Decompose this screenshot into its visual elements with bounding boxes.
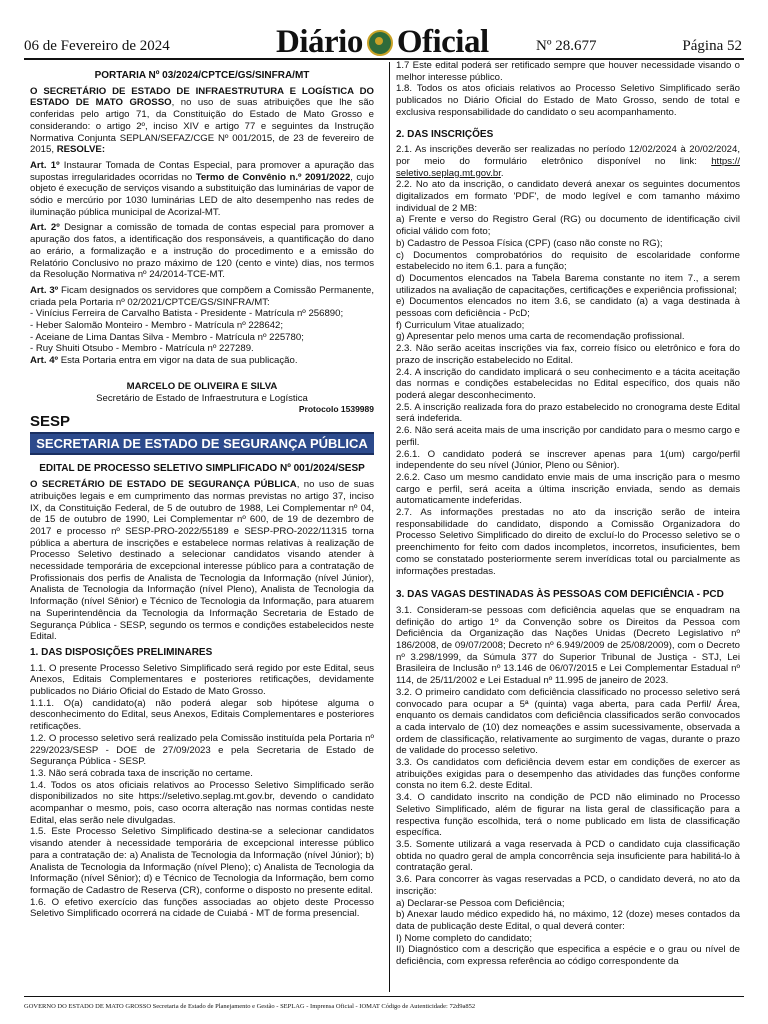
item-2-7: 2.7. As informações prestadas no ato da inscrição serão de inteira responsabilidade do candidato, dispondo a Comissão Organizadora do Processo Seletivo Simplificado do direito de excluí-lo do Processo seletivo se o preenchimento for feito com dados incompletos, incorretos, insuficientes, bem como se constatado posteriormente serem inverídicas total ou parcialmente as informações prestadas. bbox=[396, 507, 740, 577]
footer-text: GOVERNO DO ESTADO DE MATO GROSSO Secretaria de Estado de Planejamento e Gestão - SEPLAG - Imprensa Oficial - IOMAT Código de Autenticidade: 72d9a852 bbox=[24, 1003, 476, 1010]
art-2: Art. 2º Designar a comissão de tomada de contas especial para promover a apuração dos fatos, a identificação dos responsáveis, a quantificação do dano ao erário, a formalização e a instrução do procedimento e a emissão do Relatório Conclusivo no prazo máximo de 120 (cento e vinte) dias, nos termos da Resolução Normativa nº 24/2014-TCE-MT. bbox=[30, 222, 375, 281]
item-1-1: 1.1. O presente Processo Seletivo Simplificado será regido por este Edital, seus Anexos, Editais Complementares e posteriores retificações, devidamente publicados no Diário Oficial do Estado de Mato Grosso. bbox=[30, 662, 374, 698]
item-3-5: 3.5. Somente utilizará a vaga reservada à PCD o candidato cuja classificação obtida no quadro geral de ampla concorrência seja insuficiente para habilitá-lo à contratação geral. bbox=[396, 839, 740, 874]
item-3-2: 3.2. O primeiro candidato com deficiência classificado no processo seletivo será convocado para ocupar a 5ª (quinta) vaga aberta, para cada Perfil/ Área, enquanto os demais candidatos com deficiência classificados serão convocados a cada intervalo de (10) dez nomeações e assim sucessivamente, observada a ordem de classificação, relativamente ao surgimento de vagas, durante o prazo de validade do processo seletivo. bbox=[396, 686, 740, 757]
item-2-6-1: 2.6.1. O candidato poderá se inscrever apenas para 1(um) cargo/perfil independente do seu nível (Júnior, Pleno ou Sênior). bbox=[396, 448, 740, 472]
journal-title bbox=[276, 24, 489, 61]
title-part-1: Diário bbox=[276, 24, 363, 60]
section-3-heading: 3. DAS VAGAS DESTINADAS ÀS PESSOAS COM DEFICIÊNCIA - PCD bbox=[396, 589, 724, 601]
item-3-4: 3.4. O candidato inscrito na condição de PCD não eliminado no Processo Seletivo Simplificado, além de figurar na lista geral de classificação para a respectiva função escolhida, terá o nome publicado em lista de classificação específica. bbox=[396, 792, 740, 839]
title-part-2: Oficial bbox=[396, 24, 489, 60]
item-3-3: 3.3. Os candidatos com deficiência devem estar em condições de exercer as atribuições exigidas para o desempenho das atividades das funções conforme consta no item 6.2. deste Edital. bbox=[396, 757, 740, 792]
item-2-2-f: f) Curriculum Vitae atualizado; bbox=[396, 319, 525, 331]
signer-role: Secretário de Estado de Infraestrutura e Logística bbox=[96, 392, 308, 404]
footer-rule bbox=[24, 996, 744, 997]
item-1-8: 1.8. Todos os atos oficiais relativos ao Processo Seletivo Simplificado serão publicados no Diário Oficial do Estado de Mato Grosso, sendo de total e exclusiva responsabilidade do candidato o seu acompanhamento. bbox=[396, 83, 740, 118]
item-3-6-a: a) Declarar-se Pessoa com Deficiência; bbox=[396, 897, 565, 909]
right-column bbox=[396, 60, 740, 968]
item-2-6-2: 2.6.2. Caso um mesmo candidato envie mais de uma inscrição para o mesmo cargo e perfil, será aceita a última inscrição enviada, sendo as demais automaticamente indeferidas. bbox=[396, 471, 740, 507]
item-1-5: 1.5. Este Processo Seletivo Simplificado destina-se a selecionar candidatos visando atender à necessidade temporária de excepcional interesse público para a contratação de: a) Analista de Tecnologia da Informação (nível Júnior); b) Analista de Tecnologia da Informação (nível Pleno); c) Analista de Tecnologia da Informação (nível Sênior); d) e Técnico de Tecnologia da Informação, bem como formação de Cadastro de Reserva (CR), conforme o disposto no presente edital. bbox=[30, 826, 374, 896]
art-1: Art. 1º Instaurar Tomada de Contas Especial, para promover a apuração das supostas irregularidades ocorridas no Termo de Convênio n.º 2091/2022, cujo objeto é execução de serviços visando a substituição das luminárias de vapor de sódio e mercúrio por 1030 luminárias LED de alto desempenho nas redes de iluminação pública municipal de Acorizal-MT. bbox=[30, 159, 375, 218]
item-2-2-b: b) Cadastro de Pessoa Física (CPF) (caso não conste no RG); bbox=[396, 237, 663, 249]
inscricao-link[interactable]: https:// seletivo.seplag.mt.gov.br bbox=[396, 155, 740, 179]
item-2-6: 2.6. Não será aceita mais de uma inscrição por candidato para o mesmo cargo e perfil. bbox=[396, 425, 740, 448]
item-1-1-1: 1.1.1. O(a) candidato(a) não poderá alegar sob hipótese alguma o desconhecimento do Edital, seus Anexos, Editais Complementares e posteriores retificações. bbox=[30, 697, 374, 733]
member-2: - Heber Salomão Monteiro - Membro - Matrícula nº 228642; bbox=[30, 320, 284, 332]
art-4: Art. 4º Esta Portaria entra em vigor na data de sua publicação. bbox=[30, 355, 298, 367]
item-3-1: 3.1. Consideram-se pessoas com deficiência aquelas que se enquadram na definição do artigo 1º da Convenção sobre os Direitos da Pessoa com Deficiência da Organização das Nações Unidas (Decreto Legislativo nº 186/2008, de 09/07/2008; Decreto nº 6.949/2009 de 25/08/2009), com o Decreto nº 3.298/1999, da Súmula 377 do Superior Tribunal de Justiça - STJ, Lei Brasileira de Inclusão nº 13.146 de 06/07/2015 e Lei Complementar Estadual nº 114, de 25/11/2002 e Lei Estadual nº 11.995 de janeiro de 2023. bbox=[396, 604, 740, 687]
item-1-2: 1.2. O processo seletivo será realizado pela Comissão instituída pela Portaria nº 229/2023/SESP - DOE de 27/09/2023 e pela Secretaria de Estado de Segurança Pública - SESP. bbox=[30, 732, 374, 768]
member-3: - Aceiane de Lima Dantas Silva - Membro - Matrícula nº 225780; bbox=[30, 331, 304, 343]
section-2-heading: 2. DAS INSCRIÇÕES bbox=[396, 128, 494, 140]
item-2-2-e: e) Documentos elencados no item 3.6, se candidato (a) a vaga destinada à pessoas com deficiência - PcD; bbox=[396, 296, 740, 320]
left-column bbox=[30, 70, 374, 920]
issue-date: 06 de Fevereiro de 2024 bbox=[24, 38, 170, 54]
item-2-2-g: g) Apresentar pelo menos uma carta de recomendação profissional. bbox=[396, 331, 685, 343]
signer-name: MARCELO DE OLIVEIRA E SILVA bbox=[126, 380, 278, 392]
item-3-6-i: I) Nome completo do candidato; bbox=[396, 932, 532, 944]
section-1-heading: 1. DAS DISPOSIÇÕES PRELIMINARES bbox=[30, 646, 213, 658]
item-2-3: 2.3. Não serão aceitas inscrições via fax, correio físico ou eletrônico e fora do prazo de inscrição estabelecido no Edital. bbox=[396, 343, 740, 366]
masthead bbox=[24, 24, 744, 60]
item-3-6-b: b) Anexar laudo médico expedido há, no máximo, 12 (doze) meses contados da data de publicação deste Edital, o qual deverá conter: bbox=[396, 909, 740, 932]
state-seal-icon bbox=[367, 30, 393, 56]
item-2-2-c: c) Documentos comprobatórios do requisito de escolaridade conforme estabelecido no item 6.1. para a função; bbox=[396, 249, 740, 273]
item-2-5: 2.5. A inscrição realizada fora do prazo estabelecido no cronograma deste Edital será indeferida. bbox=[396, 401, 740, 425]
item-1-4: 1.4. Todos os atos oficiais relativos ao Processo Seletivo Simplificado serão disponibilizados no site https://seletivo.seplag.mt.gov.br, devendo o candidato acompanhar o mesmo, pois, caso ocorra alteração nas normas contidas neste Edital, elas serão nele divulgadas. bbox=[30, 779, 374, 826]
item-3-6-ii: II) Diagnóstico com a descrição que especifica a espécie e o grau ou nível de deficiência, com expressa referência ao código correspondente da bbox=[396, 944, 740, 968]
item-2-2-a: a) Frente e verso do Registro Geral (RG) ou documento de identificação civil oficial válido com foto; bbox=[396, 214, 740, 238]
edital-intro: O SECRETÁRIO DE ESTADO DE SEGURANÇA PÚBLICA, no uso de suas atribuições legais e em cumprimento das normas previstas no artigo 37, inciso IX, da Constituição Federal, de 5 de outubro de 1988, Lei Complementar nº 04, de 15 de outubro de 1990, Lei Complementar nº 600, de 19 de dezembro de 2017 e processo nº SESP-PRO-2022/55189 e SESP-PRO-2022/11315 torna pública a abertura de inscrições e estabelece normas relativas à realização de Processo Seletivo destinado a selecionar candidatos visando atender à necessidade temporária de excepcional interesse público para a contratação de Profissionais dos perfis de Analista de Tecnologia da Informação (nível Júnior), Analista de Tecnologia da Informação (nível Pleno), Analista de Tecnologia da Informação (nível Sênior) e Técnico de Tecnologia da Informação, para atuarem na Superintendência da Tecnologia da Informação Secretaria de Estado de Segurança Pública - SESP, segundo os termos e condições estabelecidos neste Edital. bbox=[30, 479, 375, 643]
protocol-number: Protocolo 1539989 bbox=[298, 404, 374, 415]
sesp-label: SESP bbox=[30, 412, 71, 430]
art-3: Art. 3º Ficam designados os servidores que compõem a Comissão Permanente, criada pela Portaria nº 02/2021/CPTCE/GS/SINFRA/MT: bbox=[30, 284, 374, 308]
item-1-6: 1.6. O efetivo exercício das funções associadas ao objeto deste Processo Seletivo Simplificado ocorrerá na cidade de Cuiabá - MT de forma presencial. bbox=[30, 896, 374, 920]
column-divider bbox=[389, 62, 390, 992]
edital-title: EDITAL DE PROCESSO SELETIVO SIMPLIFICADO Nº 001/2024/SESP bbox=[39, 463, 365, 475]
page-number: Página 52 bbox=[682, 38, 742, 54]
item-2-2: 2.2. No ato da inscrição, o candidato deverá anexar os seguintes documentos digitalizados em formato 'PDF', de modo legível e com tamanho máximo individual de 2 MB: bbox=[396, 179, 740, 214]
item-2-4: 2.4. A inscrição do candidato implicará o seu conhecimento e a tácita aceitação das normas e condições estabelecidas no Edital específico, dos quais não poderá alegar desconhecimento. bbox=[396, 366, 740, 401]
item-1-7: 1.7 Este edital poderá ser retificado sempre que houver necessidade visando o melhor interesse público. bbox=[396, 60, 740, 83]
issue-number: Nº 28.677 bbox=[536, 38, 597, 54]
item-2-1: 2.1. As inscrições deverão ser realizadas no período 12/02/2024 à 20/02/2024, por meio do formulário eletrônico disponível no link: https:// seletivo.seplag.mt.gov.br. bbox=[396, 144, 740, 179]
item-1-3: 1.3. Não será cobrada taxa de inscrição no certame. bbox=[30, 767, 253, 779]
item-2-2-d: d) Documentos elencados na Tabela Barema constante no item 7., a serem utilizados na avaliação de capacitações, certificações e experiência profissional; bbox=[396, 272, 740, 296]
secretaria-banner: SECRETARIA DE ESTADO DE SEGURANÇA PÚBLICA bbox=[30, 432, 374, 456]
member-1: - Vinícius Ferreira de Carvalho Batista - Presidente - Matrícula nº 256890; bbox=[30, 308, 344, 320]
portaria-intro: O SECRETÁRIO DE ESTADO DE INFRAESTRUTURA E LOGÍSTICA DO ESTADO DE MATO GROSSO, no uso de suas atribuições que lhe são conferidas pelo artigo 71, da Constituição do Estado de Mato Grosso e considerando: o artigo 2º, inciso XIV e artigo 77 e seguintes da Instrução Normativa Conjunta SEPLAN/SEFAZ/CGE Nº 001/2015, de 23 de fevereiro de 2015, RESOLVE: bbox=[30, 85, 374, 156]
portaria-title: PORTARIA Nº 03/2024/CPTCE/GS/SINFRA/MT bbox=[94, 70, 310, 81]
item-3-6: 3.6. Para concorrer às vagas reservadas a PCD, o candidato deverá, no ato da inscrição: bbox=[396, 874, 740, 897]
member-4: - Ruy Shuiti Otsubo - Membro - Matrícula nº 227289. bbox=[30, 343, 254, 355]
